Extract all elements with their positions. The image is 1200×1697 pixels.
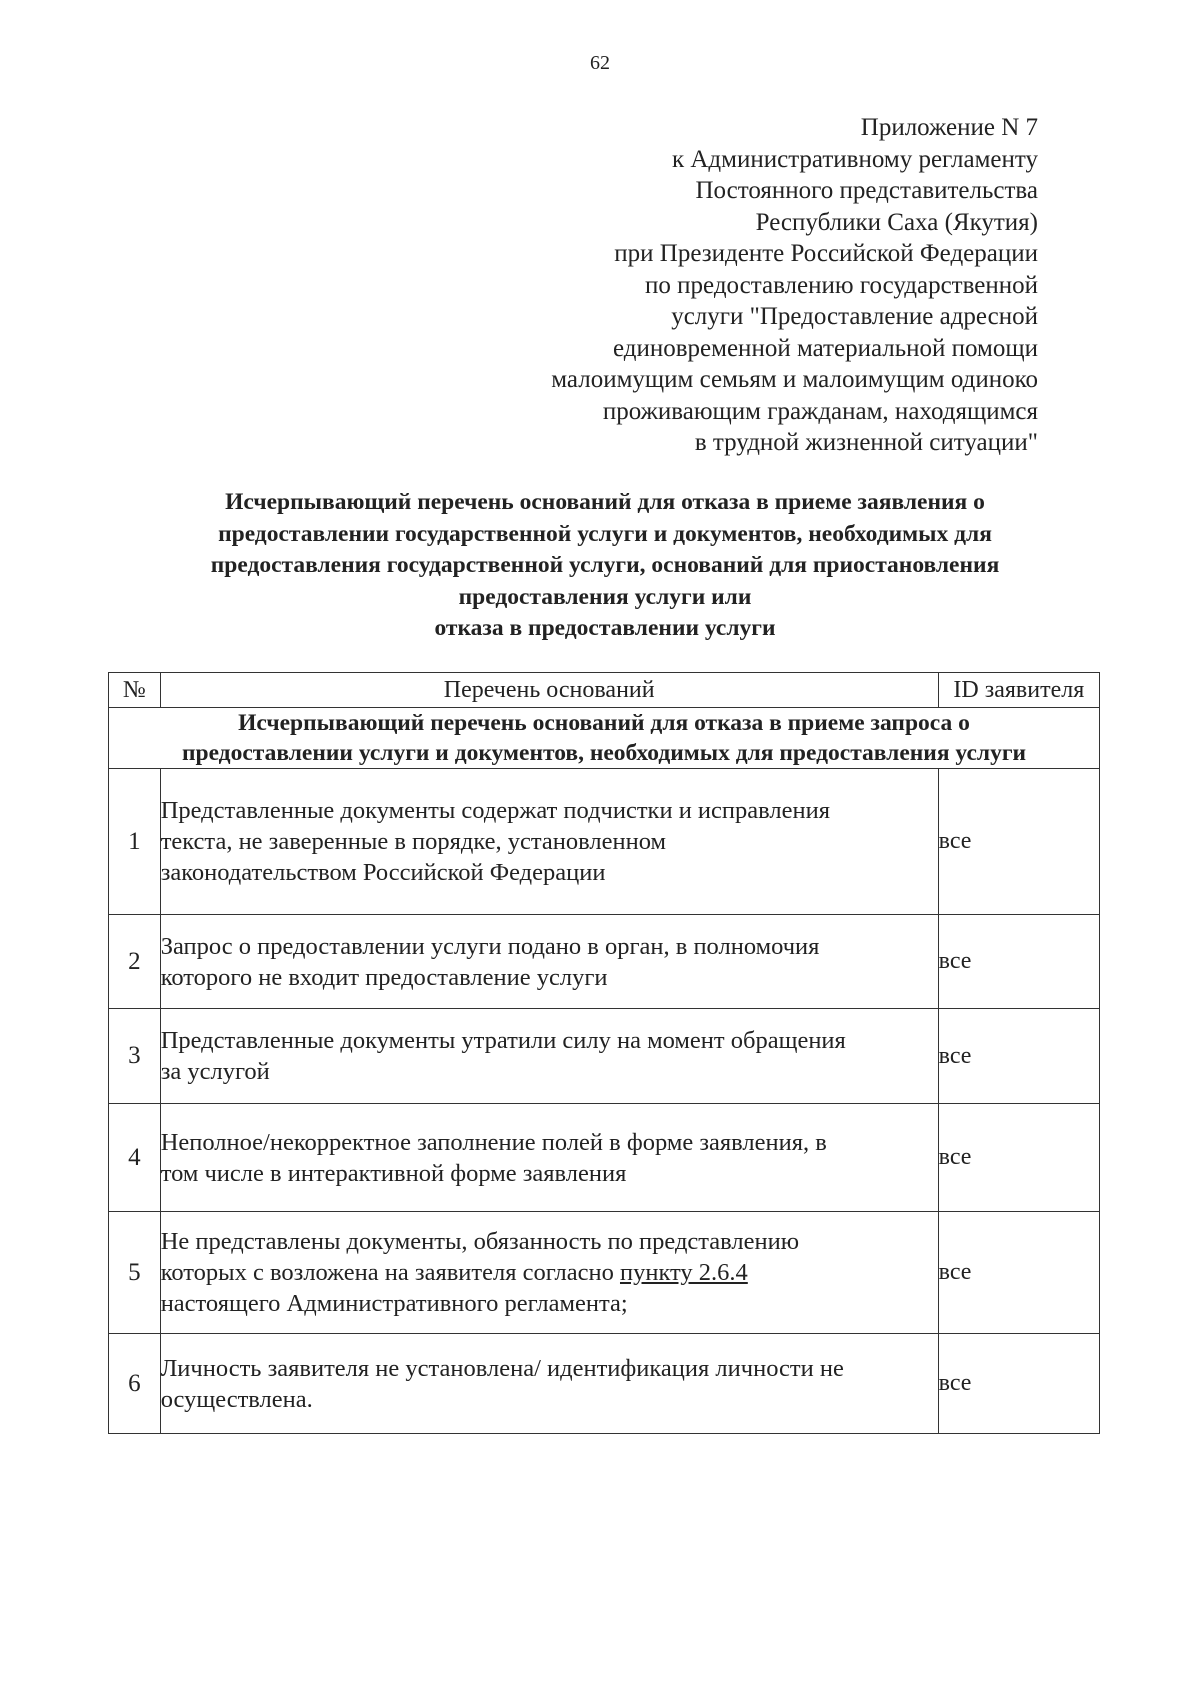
reason-line: Личность заявителя не установлена/ идентификация личности не [160,1354,844,1382]
reason-line: осуществлена. [160,1385,313,1413]
row-reason [160,1212,938,1334]
header-num: № [109,673,161,708]
appendix-line: Постоянного представительства [695,177,1038,204]
reason-line: Представленные документы утратили силу на момент обращения [160,1027,846,1054]
row-reason [160,1009,938,1104]
row-num: 6 [109,1334,161,1434]
reason-line: за услугой [160,1058,270,1085]
table-row [109,1212,1100,1334]
appendix-header [418,112,1038,459]
section-line: предоставлении услуги и документов, необходимых для предоставления услуги [181,740,1027,766]
row-num: 3 [109,1009,161,1104]
row-num: 1 [109,769,161,915]
title-line: отказа в предоставлении услуги [434,615,776,641]
appendix-line: по предоставлению государственной [645,271,1038,299]
title-line: предоставлении государственной услуги и документов, необходимых для [218,520,992,547]
table-row [109,1334,1100,1434]
row-reason [160,1104,938,1212]
reason-line: текста, не заверенные в порядке, установленном [160,828,667,855]
reason-line: законодательством Российской Федерации [160,859,606,886]
header-applicant-id: ID заявителя [938,673,1099,708]
title-line: предоставления государственной услуги, оснований для приостановления [210,552,1000,578]
table-row [109,769,1100,915]
reason-line: Представленные документы содержат подчистки и исправления [160,797,830,824]
row-applicant-id: все [938,769,1099,915]
table-row [109,915,1100,1009]
appendix-line: единовременной материальной помощи [613,334,1038,362]
reason-line: Не представлены документы, обязанность по представлению [160,1228,800,1255]
section-heading [109,708,1100,769]
appendix-line: Республики Саха (Якутия) [755,208,1038,236]
document-title [140,487,1070,645]
table-row [109,1104,1100,1212]
row-reason [160,769,938,915]
reason-line-text: которых с возложена на заявителя согласно [160,1259,614,1286]
row-applicant-id: все [938,1009,1099,1104]
row-applicant-id: все [938,1334,1099,1434]
reason-line: которого не входит предоставление услуги [160,963,608,991]
row-reason [160,1334,938,1434]
row-num: 5 [109,1212,161,1334]
row-reason [160,915,938,1009]
appendix-line: проживающим гражданам, находящимся [602,397,1038,425]
section-line: Исчерпывающий перечень оснований для отказа в приеме запроса о [238,710,970,736]
title-line: предоставления услуги или [458,583,752,610]
page-number: 62 [590,52,610,74]
regulation-link[interactable]: пункту 2.6.4 [619,1259,748,1286]
row-applicant-id: все [938,1104,1099,1212]
row-applicant-id: все [938,915,1099,1009]
table-header-row [109,673,1100,708]
appendix-line: услуги "Предоставление адресной [671,303,1038,330]
reason-line: Запрос о предоставлении услуги подано в орган, в полномочия [160,932,820,960]
table-row [109,1009,1100,1104]
reason-line: том числе в интерактивной форме заявления [160,1159,627,1187]
reasons-table [108,672,1100,1434]
appendix-line: малоимущим семьям и малоимущим одиноко [551,366,1038,393]
appendix-line: в трудной жизненной ситуации" [694,429,1038,456]
reason-line: Неполное/некорректное заполнение полей в форме заявления, в [160,1128,827,1156]
title-line: Исчерпывающий перечень оснований для отказа в приеме заявления о [225,489,985,515]
appendix-line: к Административному регламенту [671,145,1038,173]
appendix-line: Приложение N 7 [860,114,1038,141]
reason-line: настоящего Административного регламента; [160,1290,628,1317]
row-num: 4 [109,1104,161,1212]
row-num: 2 [109,915,161,1009]
row-applicant-id: все [938,1212,1099,1334]
appendix-line: при Президенте Российской Федерации [614,240,1038,267]
header-reasons: Перечень оснований [160,673,938,708]
reason-line [161,1257,938,1288]
section-row [109,708,1100,769]
